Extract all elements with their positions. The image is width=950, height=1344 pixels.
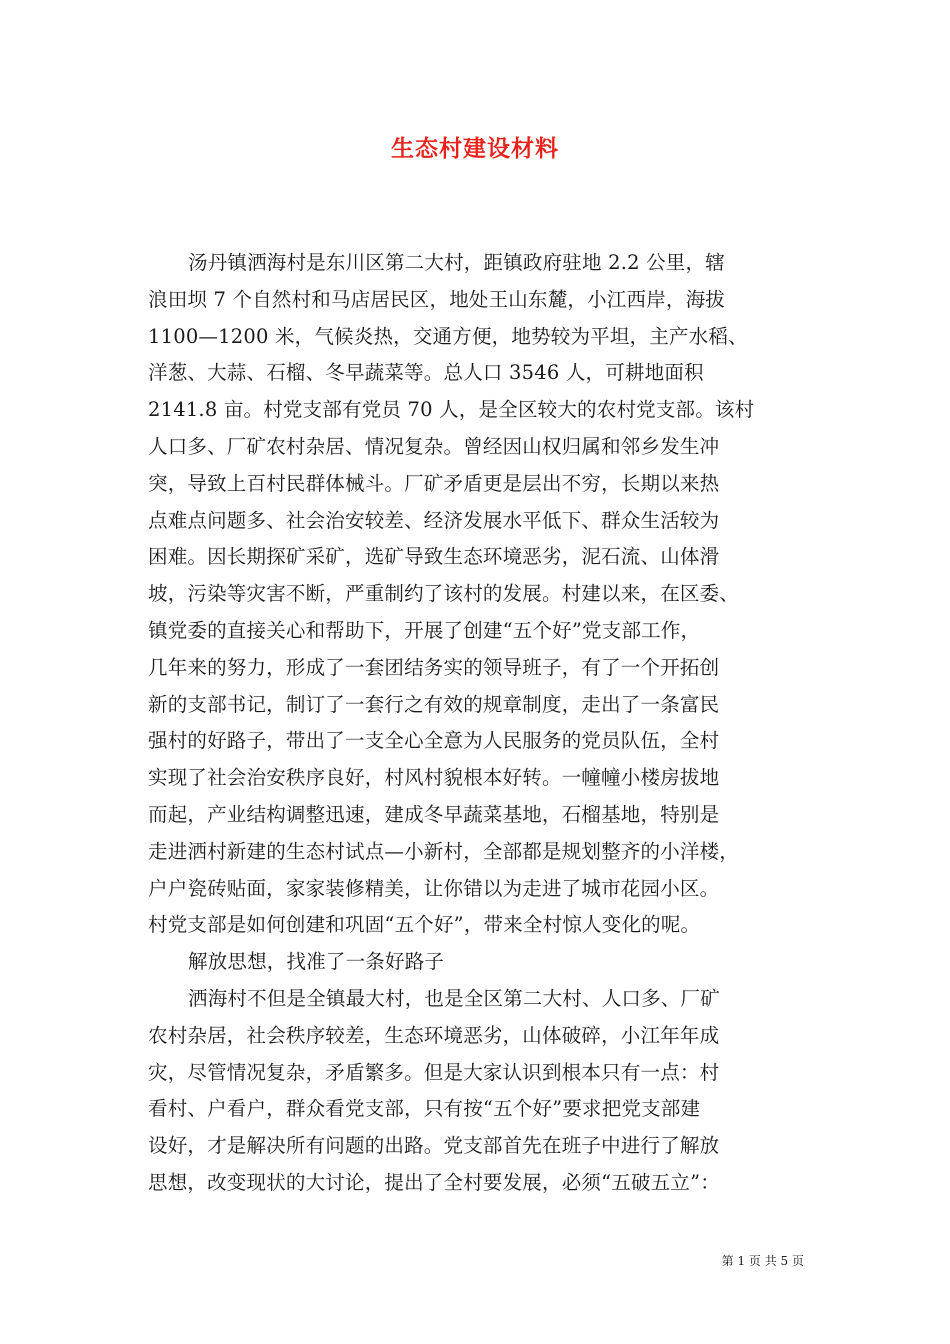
paragraph-line: 人口多、厂矿农村杂居、情况复杂。曾经因山权归属和邻乡发生冲: [148, 434, 720, 458]
paragraph-line: 走进洒村新建的生态村试点—小新村，全部都是规划整齐的小洋楼，: [148, 839, 740, 863]
paragraph-line: 看村、户看户，群众看党支部，只有按“五个好”要求把党支部建: [148, 1097, 701, 1121]
paragraph-line: 农村杂居，社会秩序较差，生态环境恶劣，山体破碎，小江年年成: [148, 1023, 720, 1047]
document-body: [148, 245, 813, 1202]
paragraph-line: 几年来的努力，形成了一套团结务实的领导班子，有了一个开拓创: [148, 655, 720, 679]
paragraph-line: 坡，污染等灾害不断，严重制约了该村的发展。村建以来，在区委、: [148, 582, 740, 606]
paragraph-line: 2141.8 亩。村党支部有党员 70 人，是全区较大的农村党支部。该村: [148, 398, 755, 422]
paragraph-line: 灾，尽管情况复杂，矛盾繁多。但是大家认识到根本只有一点：村: [148, 1060, 720, 1084]
paragraph-line: 洒海村不但是全镇最大村，也是全区第二大村、人口多、厂矿: [188, 986, 720, 1010]
paragraph-line: 村党支部是如何创建和巩固“五个好”，带来全村惊人变化的呢。: [148, 913, 701, 937]
paragraph-line: 实现了社会治安秩序良好，村风村貌根本好转。一幢幢小楼房拔地: [148, 766, 720, 790]
paragraph-line: 新的支部书记，制订了一套行之有效的规章制度，走出了一条富民: [148, 692, 720, 716]
paragraph-line: 汤丹镇洒海村是东川区第二大村，距镇政府驻地 2.2 公里，辖: [188, 251, 725, 274]
paragraph-line: 镇党委的直接关心和帮助下，开展了创建“五个好”党支部工作，: [148, 618, 701, 642]
paragraph-line: 强村的好路子，带出了一支全心全意为人民服务的党员队伍，全村: [148, 729, 720, 753]
paragraph-line: 洋葱、大蒜、石榴、冬早蔬菜等。总人口 3546 人，可耕地面积: [148, 361, 704, 385]
paragraph-line: 1100—1200 米，气候炎热，交通方便，地势较为平坦，主产水稻、: [148, 324, 748, 348]
page-number: 第 1 页 共 5 页: [721, 1254, 804, 1268]
paragraph-line: 困难。因长期探矿采矿，选矿导致生态环境恶劣，泥石流、山体滑: [148, 545, 720, 569]
paragraph-line: 突，导致上百村民群体械斗。厂矿矛盾更是层出不穷，长期以来热: [148, 471, 720, 495]
document-title: 生态村建设材料: [391, 135, 559, 162]
paragraph-line: 设好，才是解决所有问题的出路。党支部首先在班子中进行了解放: [148, 1134, 720, 1158]
paragraph-line: 而起，产业结构调整迅速，建成冬早蔬菜基地，石榴基地，特别是: [148, 802, 720, 826]
paragraph-line: 点难点问题多、社会治安较差、经济发展水平低下、群众生活较为: [148, 508, 720, 532]
paragraph-line: 思想，改变现状的大讨论，提出了全村要发展，必须“五破五立”：: [148, 1170, 720, 1194]
paragraph-line: 浪田坝 7 个自然村和马店居民区，地处王山东麓，小江西岸，海拔: [148, 287, 726, 311]
section-heading: 解放思想，找准了一条好路子: [188, 950, 445, 974]
paragraph-line: 户户瓷砖贴面，家家装修精美，让你错以为走进了城市花园小区。: [148, 876, 720, 900]
